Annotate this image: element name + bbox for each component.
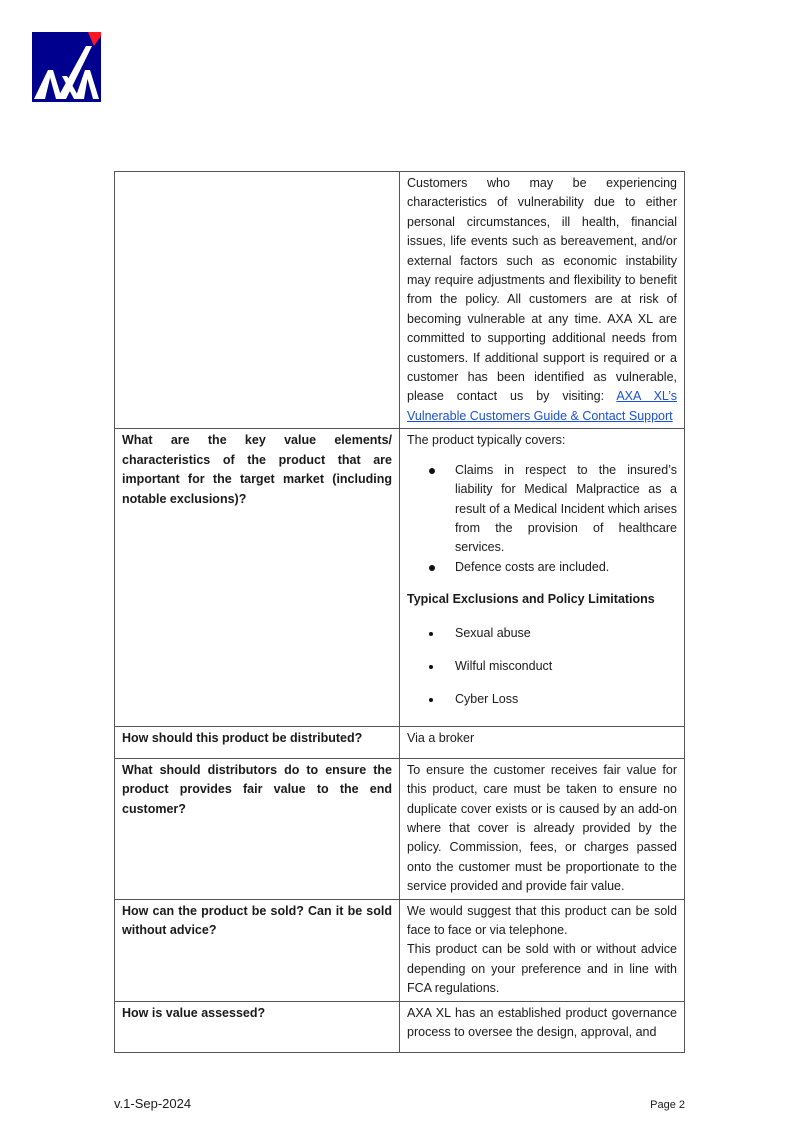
vulnerability-text: Customers who may be experiencing characteristics of vulnerability due to either personal circumstances, ill health, financial issues, life events such as bereavement, and/or external factors such as economic instability may require adjustments and flexibility to benefit from the policy. All customers are at risk of becoming vulnerable at any time. AXA XL are committed to supporting additional needs from customers. If additional support is required or a customer has been identified as vulnerable, please contact us by visiting: [407, 176, 677, 404]
product-info-table [114, 171, 685, 1053]
axa-logo-mark [32, 32, 101, 102]
answer-cell: Via a broker [400, 726, 685, 758]
table-row [115, 758, 685, 899]
question-cell: How is value assessed? [115, 1001, 400, 1052]
question-cell: What are the key value elements/ characteristics of the product that are important for the target market (including notable exclusions)? [115, 429, 400, 726]
version-label: v.1-Sep-2024 [114, 1096, 192, 1111]
page-number: Page 2 [650, 1099, 685, 1111]
exclusions-heading: Typical Exclusions and Policy Limitations [407, 592, 655, 607]
question-cell [115, 172, 400, 429]
table-row [115, 1001, 685, 1052]
exclusions-list [407, 624, 677, 710]
answer-line: We would suggest that this product can be sold face to face or via telephone. [407, 903, 677, 937]
table-row [115, 726, 685, 758]
answer-cell: To ensure the customer receives fair value for this product, care must be taken to ensure no duplicate cover exists or is caused by an add-on where that cover is already provided by the policy. Commission, fees, or charges passed onto the customer must be proportionate to the service provided and provide fair value. [400, 758, 685, 899]
covers-list [407, 461, 677, 577]
answer-cell [400, 899, 685, 1001]
list-item: Wilful misconduct [455, 657, 677, 676]
question-cell: What should distributors do to ensure the product provides fair value to the end customer? [115, 758, 400, 899]
answer-line: This product can be sold with or without advice depending on your preference and in line with FCA regulations. [407, 942, 677, 996]
axa-logo [32, 32, 101, 102]
table-row [115, 172, 685, 429]
list-item: Claims in respect to the insured’s liability for Medical Malpractice as a result of a Medical Incident which arises from the provision of healthcare services. [455, 461, 677, 558]
list-item: Cyber Loss [455, 690, 677, 709]
answer-cell [400, 429, 685, 726]
answer-cell [400, 172, 685, 429]
answer-cell: AXA XL has an established product governance process to oversee the design, approval, and [400, 1001, 685, 1052]
table-row [115, 899, 685, 1001]
table-row [115, 429, 685, 726]
list-item: Defence costs are included. [455, 558, 677, 577]
question-cell: How should this product be distributed? [115, 726, 400, 758]
vulnerable-customers-guide-link[interactable]: AXA XL’s Vulnerable Customers Guide & Contact Support [407, 389, 677, 423]
question-cell: How can the product be sold? Can it be sold without advice? [115, 899, 400, 1001]
list-item: Sexual abuse [455, 624, 677, 643]
covers-intro: The product typically covers: [407, 433, 566, 448]
